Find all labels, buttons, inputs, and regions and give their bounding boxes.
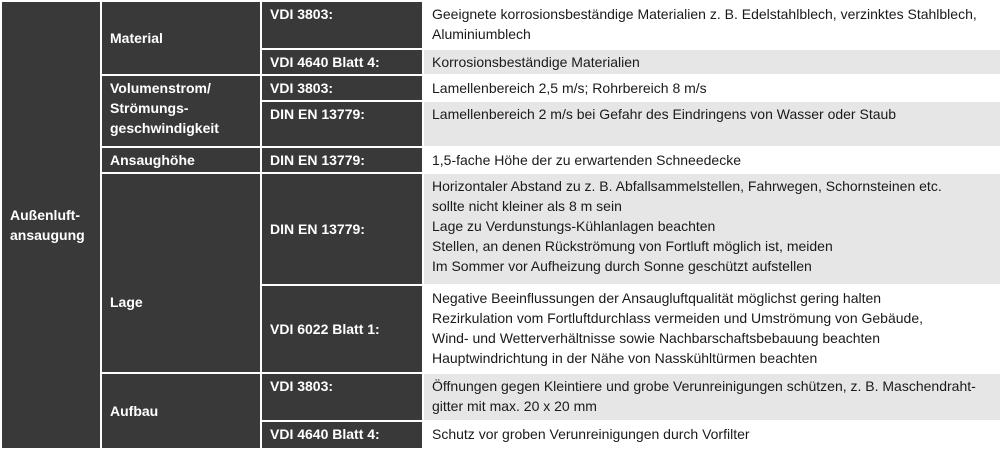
value-line: Öffnungen gegen Kleintiere und grobe Verunreinigungen schützen, z. B. Maschendraht-: [432, 378, 976, 394]
value-cell: [423, 285, 1000, 373]
source-cell: VDI 4640 Blatt 4:: [261, 421, 423, 449]
group-label-line: Volumenstrom/: [110, 80, 211, 96]
value-cell: [423, 1, 1000, 49]
value-line: Aluminiumblech: [432, 26, 531, 42]
group-label-aufbau: Aufbau: [101, 373, 261, 449]
category-label-line: ansaugung: [10, 227, 85, 243]
group-label-lage: Lage: [101, 173, 261, 373]
value-line: Wind- und Wetterverhältnisse sowie Nachbarschaftsbebauung beachten: [432, 330, 880, 346]
value-line: Korrosionsbeständige Materialien: [432, 54, 640, 70]
value-cell: [423, 49, 1000, 75]
source-cell: VDI 3803:: [261, 75, 423, 101]
value-line: Lamellenbereich 2,5 m/s; Rohrbereich 8 m/s: [432, 80, 707, 96]
value-line: Lage zu Verdunstungs-Kühlanlagen beachten: [432, 218, 716, 234]
source-cell: VDI 3803:: [261, 1, 423, 49]
value-line: Rezirkulation vom Fortluftdurchlass vermeiden und Umströmung von Gebäude,: [432, 310, 924, 326]
source-cell: DIN EN 13779:: [261, 147, 423, 173]
value-line: Geeignete korrosionsbeständige Materialien z. B. Edelstahlblech, verzinktes Stahlblech,: [432, 6, 977, 22]
source-cell: VDI 4640 Blatt 4:: [261, 49, 423, 75]
value-cell: [423, 101, 1000, 147]
source-cell: DIN EN 13779:: [261, 173, 423, 285]
value-line: sollte nicht kleiner als 8 m sein: [432, 198, 622, 214]
value-cell: [423, 373, 1000, 421]
value-line: Hauptwindrichtung in der Nähe von Nasskühltürmen beachten: [432, 350, 818, 366]
value-line: Negative Beeinflussungen der Ansaugluftqualität möglichst gering halten: [432, 290, 882, 306]
category-cell: [1, 1, 101, 449]
table-row: [1, 1, 1000, 49]
group-label-line: Strömungs-: [110, 100, 189, 116]
value-line: 1,5-fache Höhe der zu erwartenden Schneedecke: [432, 152, 741, 168]
table-row: [1, 75, 1000, 101]
category-label-line: Außenluft-: [10, 207, 80, 223]
value-line: gitter mit max. 20 x 20 mm: [432, 398, 597, 414]
source-cell: DIN EN 13779:: [261, 101, 423, 147]
value-line: Horizontaler Abstand zu z. B. Abfallsammelstellen, Fahrwegen, Schornsteinen etc.: [432, 178, 942, 194]
value-line: Lamellenbereich 2 m/s bei Gefahr des Eindringens von Wasser oder Staub: [432, 106, 897, 122]
group-label-volumenstrom: [101, 75, 261, 147]
table-row: [1, 373, 1000, 421]
group-label-material: Material: [101, 1, 261, 75]
value-cell: [423, 147, 1000, 173]
group-label-line: geschwindigkeit: [110, 120, 219, 136]
value-cell: [423, 173, 1000, 285]
table-row: [1, 147, 1000, 173]
value-line: Stellen, an denen Rückströmung von Fortluft möglich ist, meiden: [432, 238, 833, 254]
value-cell: [423, 75, 1000, 101]
group-label-ansaughoehe: Ansaughöhe: [101, 147, 261, 173]
value-line: Schutz vor groben Verunreinigungen durch Vorfilter: [432, 426, 750, 442]
value-line: Im Sommer vor Aufheizung durch Sonne geschützt aufstellen: [432, 258, 812, 274]
table-row: [1, 173, 1000, 285]
source-cell: VDI 3803:: [261, 373, 423, 421]
source-cell: VDI 6022 Blatt 1:: [261, 285, 423, 373]
